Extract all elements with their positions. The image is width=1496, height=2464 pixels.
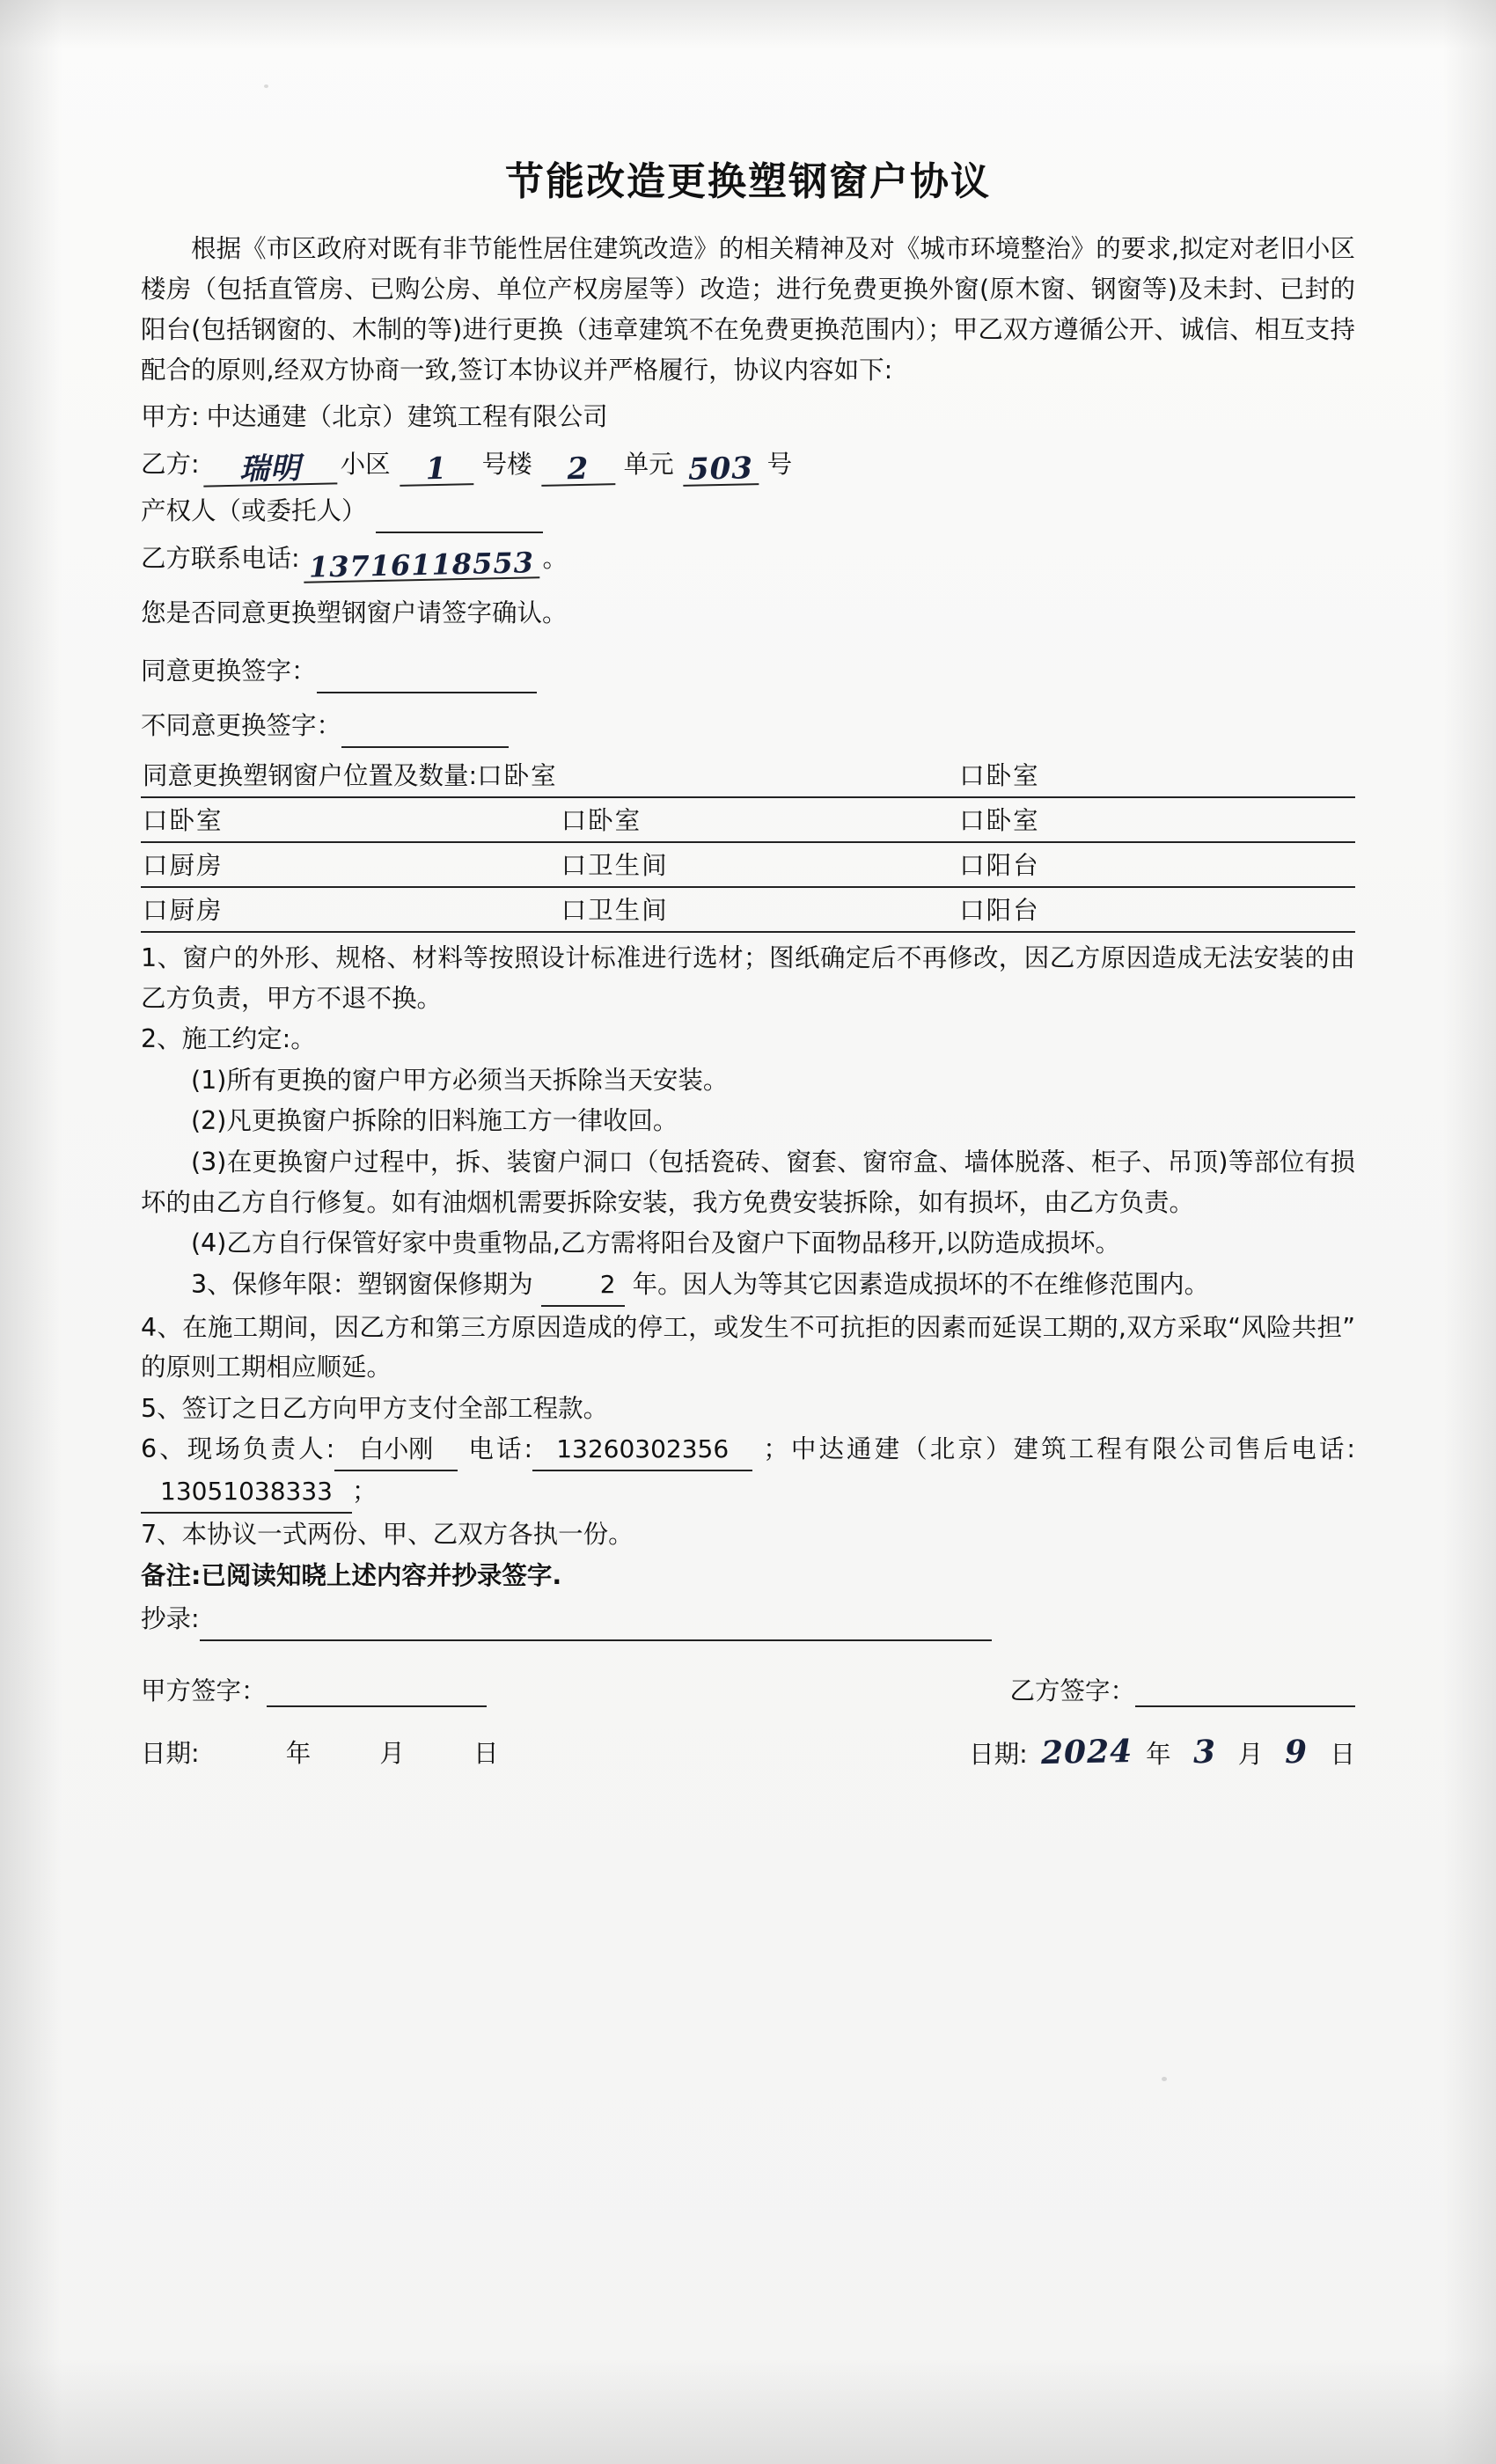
party-a-date-year-unit: 年	[285, 1739, 312, 1769]
party-b-phone-suffix: 。	[542, 544, 568, 574]
scan-shadow-bottom	[0, 2358, 1496, 2464]
party-a-date-cell	[141, 1734, 499, 1771]
warranty-years-value[interactable]: 2	[541, 1265, 625, 1307]
remark-label: 备注:	[141, 1560, 202, 1590]
site-manager-name[interactable]: 白小刚	[334, 1430, 458, 1471]
clause-2: 2、施工约定:。	[141, 1024, 316, 1054]
position-checkbox-balcony-2[interactable]: 口阳台	[959, 896, 1040, 926]
site-manager-prefix: 6、现场负责人:	[141, 1434, 335, 1464]
party-a-label: 甲方:	[141, 401, 200, 431]
party-b-date-year-value[interactable]: 2024	[1040, 1732, 1133, 1772]
building-suffix: 号楼	[481, 449, 532, 479]
party-a-date-label: 日期:	[141, 1739, 200, 1769]
party-a-signature-cell	[141, 1671, 487, 1707]
company-service-label: 中达通建（北京）建筑工程有限公司售后电话:	[788, 1434, 1356, 1464]
transcribe-label: 抄录:	[141, 1604, 200, 1634]
remark-row	[141, 1556, 1355, 1596]
building-number-value[interactable]: 1	[399, 453, 473, 487]
community-suffix: 小区	[340, 449, 391, 479]
owner-row	[141, 489, 1355, 533]
clause-7: 7、本协议一式两份、甲、乙双方各执一份。	[141, 1519, 634, 1549]
scan-shadow-left	[0, 0, 62, 2464]
position-checkbox-bathroom-1[interactable]: 口卫生间	[561, 851, 669, 881]
agreement-document	[141, 132, 1355, 1771]
party-b-date-label: 日期:	[969, 1740, 1028, 1770]
unit-number-value[interactable]: 2	[540, 453, 615, 487]
transcribe-row	[141, 1597, 1355, 1641]
party-b-phone-label: 乙方联系电话:	[141, 544, 300, 574]
signature-row	[141, 1671, 1355, 1707]
party-b-date-day-unit: 日	[1330, 1740, 1355, 1770]
date-row	[141, 1734, 1355, 1771]
table-row	[141, 842, 1355, 887]
party-b-signature-input[interactable]	[1135, 1679, 1355, 1707]
party-b-signature-label: 乙方签字：	[1009, 1676, 1135, 1706]
party-b-date-year-unit: 年	[1146, 1740, 1171, 1770]
clause-1: 1、窗户的外形、规格、材料等按照设计标准进行选材；图纸确定后不再修改，因乙方原因造成无法安装的由乙方负责，甲方不退不换。	[141, 943, 1355, 1013]
position-checkbox-bedroom-2[interactable]: 口卧室	[959, 761, 1040, 791]
position-checkbox-kitchen-2[interactable]: 口厨房	[143, 896, 224, 926]
room-suffix: 号	[766, 449, 793, 479]
party-b-row	[141, 443, 1355, 487]
position-checkbox-balcony-1[interactable]: 口阳台	[959, 851, 1040, 881]
agree-signature-label: 同意更换签字：	[141, 656, 317, 686]
agree-signature-input[interactable]	[317, 665, 537, 693]
party-b-date-month-unit: 月	[1237, 1740, 1264, 1770]
positions-lead-label: 同意更换塑钢窗户位置及数量:	[143, 761, 478, 791]
owner-input[interactable]	[376, 505, 543, 533]
position-checkbox-bathroom-2[interactable]: 口卫生间	[561, 896, 669, 926]
room-number-value[interactable]: 503	[682, 453, 759, 487]
site-manager-phone[interactable]: 13260302356	[532, 1430, 752, 1471]
party-a-row	[141, 395, 1355, 439]
party-b-date-month-value[interactable]: 3	[1192, 1733, 1217, 1771]
site-manager-phone-label: 电话:	[468, 1434, 533, 1464]
party-a-date-day-unit: 日	[473, 1739, 499, 1769]
party-a-signature-input[interactable]	[267, 1679, 487, 1707]
party-a-date-month-unit: 月	[379, 1739, 405, 1769]
disagree-signature-row	[141, 704, 1355, 748]
window-positions-table	[141, 753, 1355, 933]
disagree-signature-input[interactable]	[341, 720, 509, 748]
clause-2-2: (2)凡更换窗户拆除的旧料施工方一律收回。	[191, 1106, 678, 1136]
position-checkbox-kitchen-1[interactable]: 口厨房	[143, 851, 224, 881]
clause-3-warranty	[141, 1265, 1355, 1307]
table-row	[141, 797, 1355, 842]
clause-4: 4、在施工期间，因乙方和第三方原因造成的停工，或发生不可抗拒的因素而延误工期的,双方采取“风险共担”的原则工期相应顺延。	[141, 1312, 1355, 1382]
transcribe-input[interactable]	[200, 1613, 992, 1641]
party-b-phone-value[interactable]: 13716118553	[303, 548, 539, 583]
scan-speck	[264, 84, 268, 88]
position-checkbox-bedroom-3[interactable]: 口卧室	[143, 806, 224, 836]
party-b-date-day-value[interactable]: 9	[1284, 1733, 1309, 1771]
unit-suffix: 单元	[623, 449, 674, 479]
site-manager-tail: ；	[352, 1477, 378, 1507]
warranty-suffix: 年。因人为等其它因素造成损坏的不在维修范围内。	[632, 1269, 1210, 1299]
party-b-date-cell	[969, 1734, 1355, 1771]
scan-shadow-top	[0, 0, 1496, 48]
party-b-signature-cell	[1009, 1671, 1355, 1707]
owner-label: 产权人（或委托人）	[141, 496, 367, 526]
site-manager-separator: ；	[763, 1434, 788, 1464]
confirm-instruction: 您是否同意更换塑钢窗户请签字确认。	[141, 598, 568, 628]
clause-2-3: (3)在更换窗户过程中，拆、装窗户洞口（包括瓷砖、窗套、窗帘盒、墙体脱落、柜子、吊顶)等部位有损坏的由乙方自行修复。如有油烟机需要拆除安装，我方免费安装拆除，如有损坏，由乙方负责。	[141, 1148, 1355, 1217]
clause-2-1: (1)所有更换的窗户甲方必须当天拆除当天安装。	[191, 1065, 729, 1095]
party-a-value: 中达通建（北京）建筑工程有限公司	[206, 401, 608, 431]
party-b-label: 乙方:	[141, 449, 200, 479]
clause-2-4: (4)乙方自行保管好家中贵重物品,乙方需将阳台及窗户下面物品移开,以防造成损坏。	[191, 1228, 1120, 1258]
agree-signature-row	[141, 649, 1355, 693]
clause-list	[141, 938, 1355, 1641]
scan-shadow-right	[1443, 0, 1496, 2464]
party-b-phone-row	[141, 537, 1355, 584]
table-row	[141, 753, 1355, 797]
party-a-signature-label: 甲方签字：	[141, 1676, 267, 1706]
position-checkbox-bedroom-4[interactable]: 口卧室	[561, 806, 642, 836]
intro-paragraph: 根据《市区政府对既有非节能性居住建筑改造》的相关精神及对《城市环境整治》的要求,拟定对老旧小区楼房（包括直管房、已购公房、单位产权房屋等）改造；进行免费更换外窗(原木窗、钢窗等)及未封、已封的阳台(包括钢窗的、木制的等)进行更换（违章建筑不在免费更换范围内）；甲乙双方遵循公开、诚信、相互支持配合的原则,经双方协商一致,签订本协议并严格履行，协议内容如下:	[141, 234, 1355, 385]
position-checkbox-bedroom-1[interactable]: 口卧室	[477, 761, 558, 791]
table-row	[141, 887, 1355, 932]
page-title: 节能改造更换塑钢窗户协议	[505, 159, 991, 204]
company-service-phone[interactable]: 13051038333	[141, 1472, 352, 1514]
disagree-signature-label: 不同意更换签字：	[141, 711, 342, 741]
clause-6-site-manager	[141, 1429, 1355, 1514]
community-name-value[interactable]: 瑞明	[202, 453, 337, 488]
warranty-prefix: 3、保修年限：塑钢窗保修期为	[191, 1269, 533, 1299]
clause-5: 5、签订之日乙方向甲方支付全部工程款。	[141, 1393, 609, 1423]
remark-text: 已阅读知晓上述内容并抄录签字.	[201, 1560, 562, 1590]
position-checkbox-bedroom-5[interactable]: 口卧室	[959, 806, 1040, 836]
scan-speck	[1162, 2077, 1167, 2081]
